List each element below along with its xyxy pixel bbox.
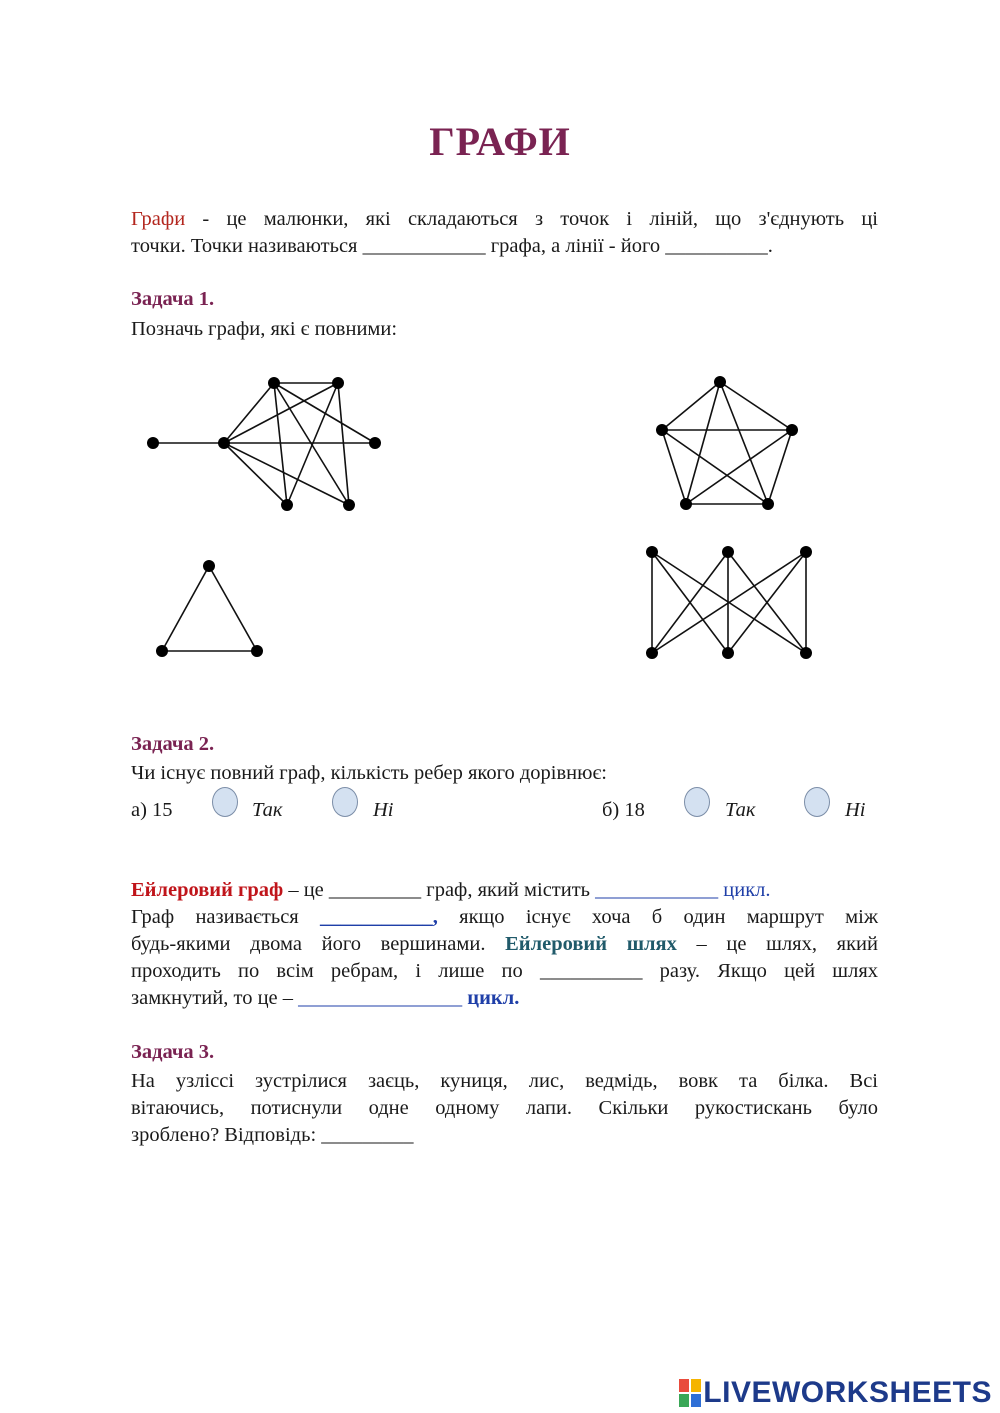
euler-blank-1[interactable]: _________ [328, 879, 422, 901]
vertex [656, 424, 668, 436]
option-a-label: а) 15 [131, 799, 173, 821]
logo-text: LIVEWORKSHEETS [703, 1376, 992, 1409]
intro-line1: - це малюнки, які складаються з точок і ліній, що з'єднують ці [185, 208, 878, 230]
euler-text: якщо існує хоча б один маршрут між [437, 906, 878, 928]
vertex [680, 498, 692, 510]
graph-3 [150, 555, 270, 665]
once-blank[interactable]: __________ [539, 960, 643, 982]
option-b-yes-radio[interactable] [684, 787, 710, 817]
logo-icon [679, 1379, 701, 1407]
task3-text [131, 1068, 878, 1149]
euler-text: граф, який містить [421, 879, 596, 901]
vertices-blank[interactable]: ____________ [362, 235, 486, 257]
euler-text: будь-якими двома його вершинами. [131, 933, 506, 955]
vertex [722, 546, 734, 558]
vertex [646, 647, 658, 659]
task2-heading: Задача 2. [131, 733, 215, 755]
task3-line-3: зроблено? Відповідь: [131, 1124, 322, 1146]
graph-2 [650, 370, 805, 515]
edges-blank[interactable]: __________ [665, 235, 768, 257]
vertex [203, 560, 215, 572]
euler-text: разу. Якщо цей шлях [642, 960, 879, 982]
page-title: ГРАФИ [429, 119, 571, 164]
answer-blank[interactable]: _________ [321, 1124, 414, 1146]
euler-text: Граф називається [131, 906, 320, 928]
vertex [147, 437, 159, 449]
euler-graph-term: Ейлеровий граф [131, 879, 284, 901]
option-b-label: б) 18 [602, 799, 645, 821]
option-b-no-label: Ні [845, 799, 866, 821]
option-b-yes-label: Так [725, 799, 756, 821]
vertex [714, 376, 726, 388]
vertex [800, 546, 812, 558]
euler-blank-2[interactable]: ____________ [595, 879, 719, 901]
vertex [722, 647, 734, 659]
intro-term: Графи [131, 208, 186, 230]
vertex [251, 645, 263, 657]
vertex [369, 437, 381, 449]
vertex [762, 498, 774, 510]
euler-text: цикл. [718, 879, 771, 901]
graph-4 [640, 540, 820, 665]
task1-heading: Задача 1. [131, 288, 215, 310]
option-b-no-radio[interactable] [804, 787, 830, 817]
intro-period: . [767, 235, 773, 257]
task2-question: Чи існує повний граф, кількість ребер якого дорівнює: [131, 762, 607, 784]
intro-line2a: точки. Точки називаються [131, 235, 363, 257]
euler-text: цикл. [462, 987, 520, 1009]
vertex [156, 645, 168, 657]
euler-cycle-blank[interactable]: ________________ [298, 987, 463, 1009]
task3-line-2: вітаючись, потиснули одне одному лапи. Скільки рукостискань було [131, 1097, 878, 1119]
euler-text: проходить по всім ребрам, і лише по [131, 960, 540, 982]
intro-paragraph [131, 206, 878, 260]
vertex [343, 499, 355, 511]
option-a-no-label: Ні [373, 799, 394, 821]
vertex [786, 424, 798, 436]
task3-heading: Задача 3. [131, 1041, 215, 1063]
connected-blank[interactable]: ___________, [320, 906, 438, 928]
task1-question: Позначь графи, які є повними: [131, 318, 398, 340]
vertex [281, 499, 293, 511]
euler-paragraph [131, 877, 878, 1012]
intro-line2b: графа, а лінії - його [485, 235, 666, 257]
option-a-no-radio[interactable] [332, 787, 358, 817]
vertex [332, 377, 344, 389]
vertex [268, 377, 280, 389]
euler-text: замкнутий, то це – [131, 987, 299, 1009]
graph-1 [140, 370, 390, 520]
option-a-yes-label: Так [252, 799, 283, 821]
task3-line-1: На узліссі зустрілися заєць, куниця, лис, ведмідь, вовк та білка. Всі [131, 1070, 878, 1092]
euler-path-term: Ейлеровий шлях [505, 933, 677, 955]
vertex [218, 437, 230, 449]
euler-text: – це [283, 879, 329, 901]
euler-text: – це шлях, який [676, 933, 878, 955]
liveworksheets-logo [679, 1376, 992, 1410]
option-a-yes-radio[interactable] [212, 787, 238, 817]
vertex [800, 647, 812, 659]
vertex [646, 546, 658, 558]
